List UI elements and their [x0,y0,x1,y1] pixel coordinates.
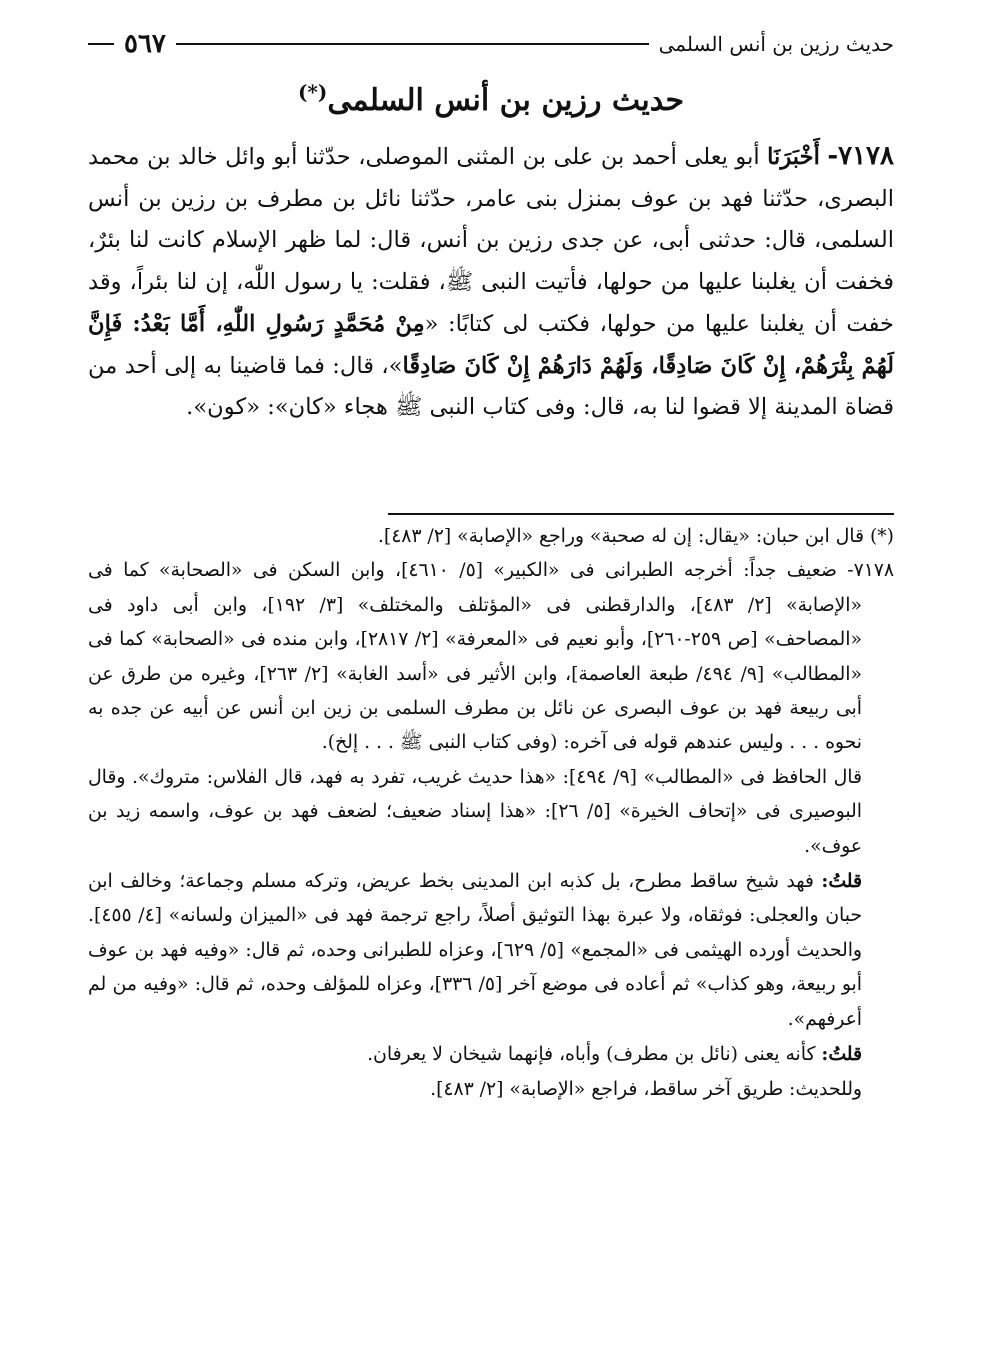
running-head-rule [176,43,649,45]
hadith-opening-word: أَخْبَرَنَا [767,144,820,170]
running-head-title: حديث رزين بن أنس السلمى [658,32,894,56]
hadith-text-part-2: »، قال: فما قاضينا به إلى أحد من قضاة المدينة إلا قضوا لنا به، قال: وفى كتاب النبى ﷺ هجاء «كان»: «كون». [88,352,894,421]
footnote-qultu-1-text: فهد شيخ ساقط مطرح، بل كذبه ابن المدينى بخط عريض، وتركه مسلم وجماعة؛ وخالف ابن حبان والعجلى: فوثقاه، ولا عبرة بهذا التوثيق أصلاً، راجع ترجمة فهد فى «الميزان ولسانه» [٤/ ٤٥٥]. والحديث أورده الهيثمى فى «المجمع» [٥/ ٦٢٩]، وعزاه للطبرانى وحده، ثم قال: «وفيه فهد بن عوف أبو ربيعة، وهو كذاب» ثم أعاده فى موضع آخر [٥/ ٣٣٦]، وعزاه للمؤلف وحده، ثم قال: «وفيه من لم أعرفهم». [88,871,862,1030]
footnote-qultu-2 [88,1037,894,1072]
footnote-qultu-2-label: قلتُ: [821,1043,862,1066]
hadith-text-part-1: أبو يعلى أحمد بن على بن المثنى الموصلى، حدّثنا أبو وائل خالد بن محمد البصرى، حدّثنا فهد بن عوف بمنزل بنى عامر، حدّثنا نائل بن مطرف بن رزين بن أنس السلمى، قال: حدثنى أبى، عن جدى رزين بن أنس، قال: لما ظهر الإسلام كانت لنا بئرٌ، فخفت أن يغلبنا عليها من حولها، فأتيت النبى ﷺ، فقلت: يا رسول اللّٰه، إن لنا بئراً، وقد خفت أن يغلبنا عليها من حولها، فكتب لى كتابًا: « [88,144,894,337]
footnote-qultu-2-text: كأنه يعنى (نائل بن مطرف) وأباه، فإنهما شيخان لا يعرفان. [367,1044,816,1066]
footnote-other-route: وللحديث: طريق آخر ساقط، فراجع «الإصابة» [٢/ ٤٨٣]. [430,1078,862,1100]
chapter-title-text: حديث رزين بن أنس السلمى [327,83,685,118]
hadith-number: ٧١٧٨- [827,141,894,171]
chapter-title-marker: (*) [297,80,328,104]
footnote-qultu-1 [88,864,894,1037]
running-head [88,24,894,64]
page-number-dash [88,43,114,45]
prophet-letter-quote: مِنْ مُحَمَّدٍ رَسُولِ اللّٰهِ، أَمَّا بَعْدُ: فَإِنَّ لَهُمْ بِئْرَهُمْ، إِنْ كَانَ صَادِقًا، وَلَهُمْ دَارَهُمْ إِنْ كَانَ صَادِقًا [88,310,894,379]
footnote-separator [388,513,894,515]
page-number-value: ٥٦٧ [124,29,166,59]
footnotes [88,520,894,1107]
footnote-takhrij [88,554,894,760]
footnote-hafiz-quote: قال الحافظ فى «المطالب» [٩/ ٤٩٤]: «هذا حديث غريب، تفرد به فهد، قال الفلاس: متروك». وقال البوصيرى فى «إتحاف الخيرة» [٥/ ٢٦]: «هذا إسناد ضعيف؛ لضعف فهد بن عوف، واسمه زيد بن عوف». [88,766,862,857]
footnote-takhrij-text: أخرجه الطبرانى فى «الكبير» [٥/ ٤٦١٠]، وابن السكن فى «الصحابة» كما فى «الإصابة» [٢/ ٤٨٣]، والدارقطنى فى «المؤتلف والمختلف» [٣/ ١٩٢]، وابن أبى داود فى «المصاحف» [ص ٢٥٩-٢٦٠]، وأبو نعيم فى «المعرفة» [٢/ ٢٨١٧]، وابن منده فى «الصحابة» كما فى «المطالب» [٩/ ٤٩٤/ طبعة العاصمة]، وابن الأثير فى «أسد الغابة» [٢/ ٢٦٣]، وغيره من طرق عن أبى ربيعة فهد بن عوف البصرى عن نائل بن مطرف السلمى بن زين ابن أنس عن أبيه عن جده به نحوه . . . وليس عندهم قوله فى آخره: (وفى كتاب النبى ﷺ . . . إلخ). [88,560,862,754]
chapter-title [88,80,894,118]
page-number [114,29,176,59]
footnote-takhrij-label: ٧١٧٨- ضعيف جداً: [743,560,894,582]
footnote-qultu-1-label: قلتُ: [821,870,862,893]
footnote-chapter-note: (*) قال ابن حبان: «يقال: إن له صحبة» وراجع «الإصابة» [٢/ ٤٨٣]. [377,526,894,547]
hadith-text [88,136,894,429]
